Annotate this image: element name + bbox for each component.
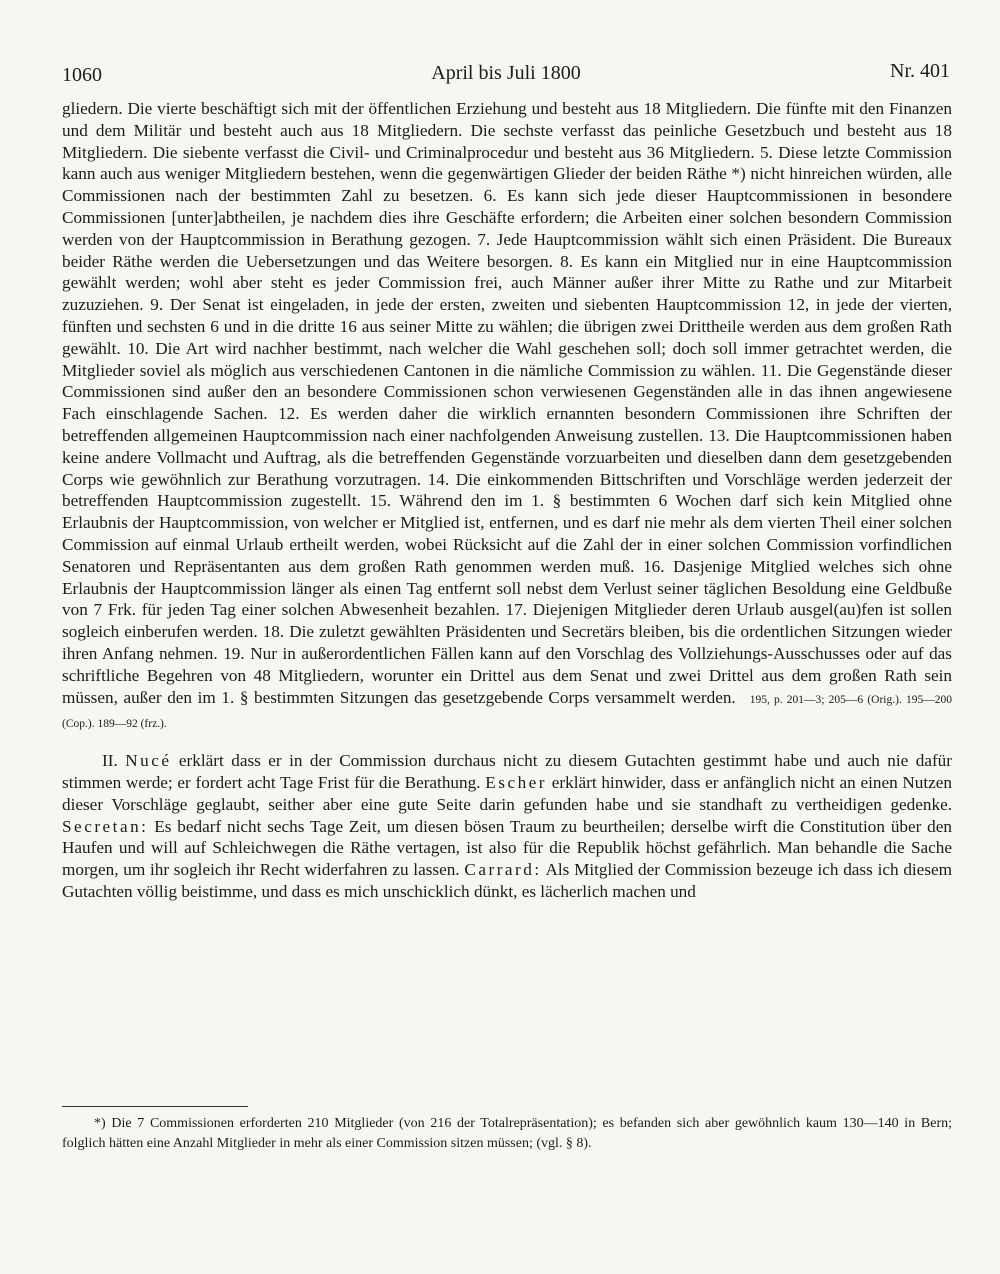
footnote	[62, 1114, 952, 1154]
speaker-name: Carrard:	[464, 860, 542, 880]
source-reference: 195, p. 201—3; 205—6 (Orig.). 195—200 (Cop.). 189—92 (frz.).	[62, 693, 952, 731]
section-roman: II.	[102, 751, 118, 771]
page-number: 1060	[62, 64, 102, 86]
speaker-name: Secretan:	[62, 816, 149, 836]
running-header	[62, 58, 950, 88]
speech-text: erklärt dass er in der Commission durchaus nicht zu diesem Gutachten gestimmt habe und auch nie dafür stimmen werde; er fordert acht Tage Frist für die Berathung.	[62, 751, 952, 792]
speech-text: Als Mitglied der Commission bezeuge ich dass ich diesem Gutachten völlig beistimme, und dass es mich unschicklich dünkt, es lächerlich machen und	[62, 860, 953, 901]
running-title: April bis Juli 1800	[431, 62, 581, 84]
footnote-divider	[62, 1106, 248, 1107]
paragraph-regulations	[62, 98, 952, 736]
speech-text: erklärt hinwider, dass er anfänglich nicht an einen Nutzen dieser Vorschläge geglaubt, seither aber eine gute Seite darin gefunden habe und sie standhaft zu vertheidigen gedenke.	[62, 772, 953, 814]
body-text	[62, 98, 952, 903]
footnote-text: *) Die 7 Commissionen erforderten 210 Mitglieder (von 216 der Totalrepräsentation); es befanden sich aber gewöhnlich kaum 130—140 in Bern; folglich hätten eine Anzahl Mitglieder in mehr als einer Commission sitzen müssen; (vgl. § 8).	[62, 1116, 952, 1151]
speaker-name: Nucé	[125, 751, 172, 771]
document-number: Nr. 401	[890, 60, 950, 82]
regulations-text: gliedern. Die vierte beschäftigt sich mit der öffentlichen Erziehung und besteht aus 18 Mitgliedern. Die fünfte mit den Finanzen und dem Militär und besteht auch aus 18 Mitgliedern. Die sechste verfasst das peinliche Gesetzbuch und besteht aus 18 Mitgliedern. Die siebente verfasst die Civil- und Criminalprocedur und besteht aus 36 Mitgliedern. 5. Diese letzte Commission kann auch aus weniger Mitgliedern bestehen, wenn die gegenwärtigen Glieder der beiden Räthe *) nicht hinreichen würden, alle Commissionen nach der bestimmten Zahl zu besetzen. 6. Es kann sich jede dieser Hauptcommissionen in besondere Commissionen [unter]abtheilen, je nachdem dies ihre Geschäfte erfordern; die Arbeiten einer solchen besondern Commission werden von der Hauptcommission in Berathung gezogen. 7. Jede Hauptcommission wählt sich einen Präsident. Die Bureaux beider Räthe werden die Uebersetzungen und das Weitere besorgen. 8. Es kann ein Mitglied nur in eine Hauptcommission gewählt werden; wohl aber steht es jeder Commission frei, auch Männer außer ihrer Mitte zu Rathe und zur Mitarbeit zuzuziehen. 9. Der Senat ist eingeladen, in jede der ersten, zweiten und siebenten Hauptcommission 12, in jede der vierten, fünften und sechsten 6 und in die dritte 16 aus seiner Mitte zu wählen; die übrigen zwei Drittheile werden aus dem großen Rath gewählt. 10. Die Art wird nachher bestimmt, nach welcher die Wahl geschehen soll; doch soll immer getrachtet werden, die Mitglieder soviel als möglich aus verschiedenen Cantonen in die nämliche Commission zu wählen. 11. Die Gegenstände dieser Commissionen sind außer den an besondere Commissionen schon verwiesenen Gegenständen alle in das ihnen angewiesene Fach einschlagende Sachen. 12. Es werden daher die wirklich ernannten besondern Commissionen ihre Schriften der betreffenden allgemeinen Hauptcommission nach einer nachfolgenden Anweisung zustellen. 13. Die Hauptcommissionen haben keine andere Vollmacht und Auftrag, als die betreffenden Gegenstände vorzuarbeiten und dieselben dann dem gesetzgebenden Corps wie gewöhnlich zur Berathung vorzutragen. 14. Die einkommenden Bittschriften und Vorschläge werden jederzeit der betreffenden Hauptcommission zugestellt. 15. Während den im 1. § bestimmten 6 Wochen darf sich kein Mitglied ohne Erlaubnis der Hauptcommission, von welcher er Mitglied ist, entfernen, und es darf nie mehr als dem vierten Theil einer solchen Commission auf einmal Urlaub ertheilt werden, wobei Rücksicht auf die Zahl der in einer solchen Commission vorfindlichen Senatoren und Repräsentanten aus dem großen Rath genommen werden muß. 16. Dasjenige Mitglied welches sich ohne Erlaubnis der Hauptcommission länger als einen Tag entfernt soll nebst dem Verlust seiner täglichen Besoldung eine Geldbuße von 7 Frk. für jeden Tag einer solchen Abwesenheit bezahlen. 17. Diejenigen Mitglieder deren Urlaub ausgel(au)fen ist sollen sogleich einberufen werden. 18. Die zuletzt gewählten Präsidenten und Secretärs bleiben, bis die ordentlichen Sitzungen wieder ihren Anfang nehmen. 19. Nur in außerordentlichen Fällen kann auf den Vorschlag des Vollziehungs-Ausschusses oder auf das schriftliche Begehren von 48 Mitgliedern, worunter ein Drittel aus dem Senat und zwei Drittel aus dem großen Rath sein müssen, außer den im 1. § bestimmten Sitzungen das gesetzgebende Corps versammelt werden.	[62, 99, 952, 707]
speech-text: Es bedarf nicht sechs Tage Zeit, um diesen bösen Traum zu beurtheilen; derselbe wirft die Constitution über den Haufen und will auf Schleichwegen die Räthe vertagen, ist also für die Republik höchst gefährlich. Man behandle die Sache morgen, um ihr sogleich ihr Recht widerfahren zu lassen.	[62, 816, 953, 880]
paragraph-debate	[62, 750, 952, 903]
speaker-name: Escher	[485, 772, 548, 792]
